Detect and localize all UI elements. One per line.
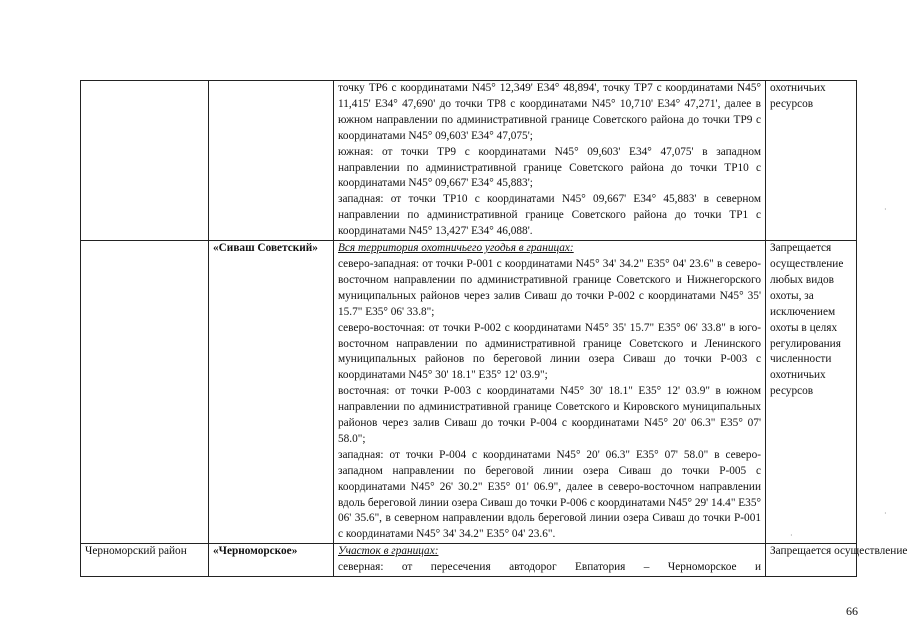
boundary-description-cell	[334, 81, 766, 241]
table-row	[81, 81, 857, 241]
page-number: 66	[846, 604, 858, 618]
hunting-grounds-table	[80, 80, 907, 577]
boundary-paragraph: западная: от точки ТР10 с координатами N45° 09,667' E34° 45,883' в северном направлении по административной границе Советского района до точки ТР1 с координатами N45° 13,427' E34° 46,088'.	[338, 193, 761, 238]
restriction-cell: охотничьих ресурсов	[766, 81, 857, 241]
area-name-cell: «Черноморское»	[209, 544, 334, 577]
boundary-paragraph: северо-западная: от точки Р-001 с координатами N45° 34' 34.2" E35° 04' 23.6" в северо-восточном направлении по административной границе Советского и Нижнегорского муниципальных районов через залив Сиваш до точки Р-002 с координатами N45° 35' 15.7" E35° 06' 33.8";	[338, 257, 761, 318]
boundary-paragraph: восточная: от точки Р-003 с координатами N45° 30' 18.1" E35° 12' 03.9" в южном направлении по административной границе Советского и Кировского муниципальных районов через залив Сиваш до точки Р-004 с координатами N45° 20' 06.3" E35° 07' 58.0";	[338, 385, 761, 445]
boundary-description-cell	[334, 544, 766, 577]
boundary-paragraph: южная: от точки ТР9 с координатами N45° 09,603' E34° 47,075' в западном направлении по административной границе Советского района до точки ТР10 с координатами N45° 09,667' E34° 45,883';	[338, 145, 761, 190]
boundary-description-cell	[334, 241, 766, 544]
boundary-heading: Вся территория охотничьего угодья в границах:	[338, 242, 574, 255]
table-row	[81, 241, 857, 544]
restriction-cell	[766, 544, 907, 577]
boundary-paragraph: западная: от точки Р-004 с координатами N45° 20' 06.3" E35° 07' 58.0" в северо-западном направлении по береговой линии озера Сиваш до точки Р-005 с координатами N45° 26' 30.2" E35° 01' 06.9", далее в северо-восточном направлении вдоль береговой линии озера Сиваш до точки Р-006 с координатами N45° 29' 14.4" E35° 06' 35.6", в северном направлении вдоль береговой линии озера Сиваш до точки Р-001 с координатами N45° 34' 34.2" E35° 04' 23.6".	[338, 448, 761, 541]
table-row	[81, 544, 857, 577]
scan-speck: ·	[884, 205, 887, 214]
restriction-cell: Запрещается осуществление любых видов охоты, за исключением охоты в целях регулирования численности охотничьих ресурсов	[766, 241, 857, 544]
scan-speck: ·	[790, 531, 793, 540]
area-cell	[209, 81, 334, 241]
district-cell	[81, 544, 209, 577]
district-cell	[81, 241, 209, 544]
scan-speck: ·	[884, 509, 887, 518]
boundary-paragraph: северная: от пересечения автодорог Евпатория – Черноморское и	[338, 561, 761, 574]
restriction-text: Запрещается осуществление	[770, 545, 907, 558]
area-name-cell: «Сиваш Советский»	[209, 241, 334, 544]
boundary-paragraph: точку ТР6 с координатами N45° 12,349' E34° 48,894', точку ТР7 с координатами N45° 11,415' E34° 47,690' до точки ТР8 с координатами N45° 10,710' E34° 47,271', далее в южном направлении по административной границе Советского района до точки ТР9 с координатами N45° 09,603' E34° 47,075';	[338, 82, 761, 142]
district-name: Черноморский район	[85, 545, 187, 558]
boundary-heading: Участок в границах:	[338, 545, 439, 558]
boundary-paragraph: северо-восточная: от точки Р-002 с координатами N45° 35' 15.7" E35° 06' 33.8" в юго-восточном направлении по административной границе Советского и Ленинского муниципальных районов по береговой линии озера Сиваш до точки Р-003 с координатами N45° 30' 18.1" E35° 12' 03.9";	[338, 321, 761, 382]
district-cell	[81, 81, 209, 241]
